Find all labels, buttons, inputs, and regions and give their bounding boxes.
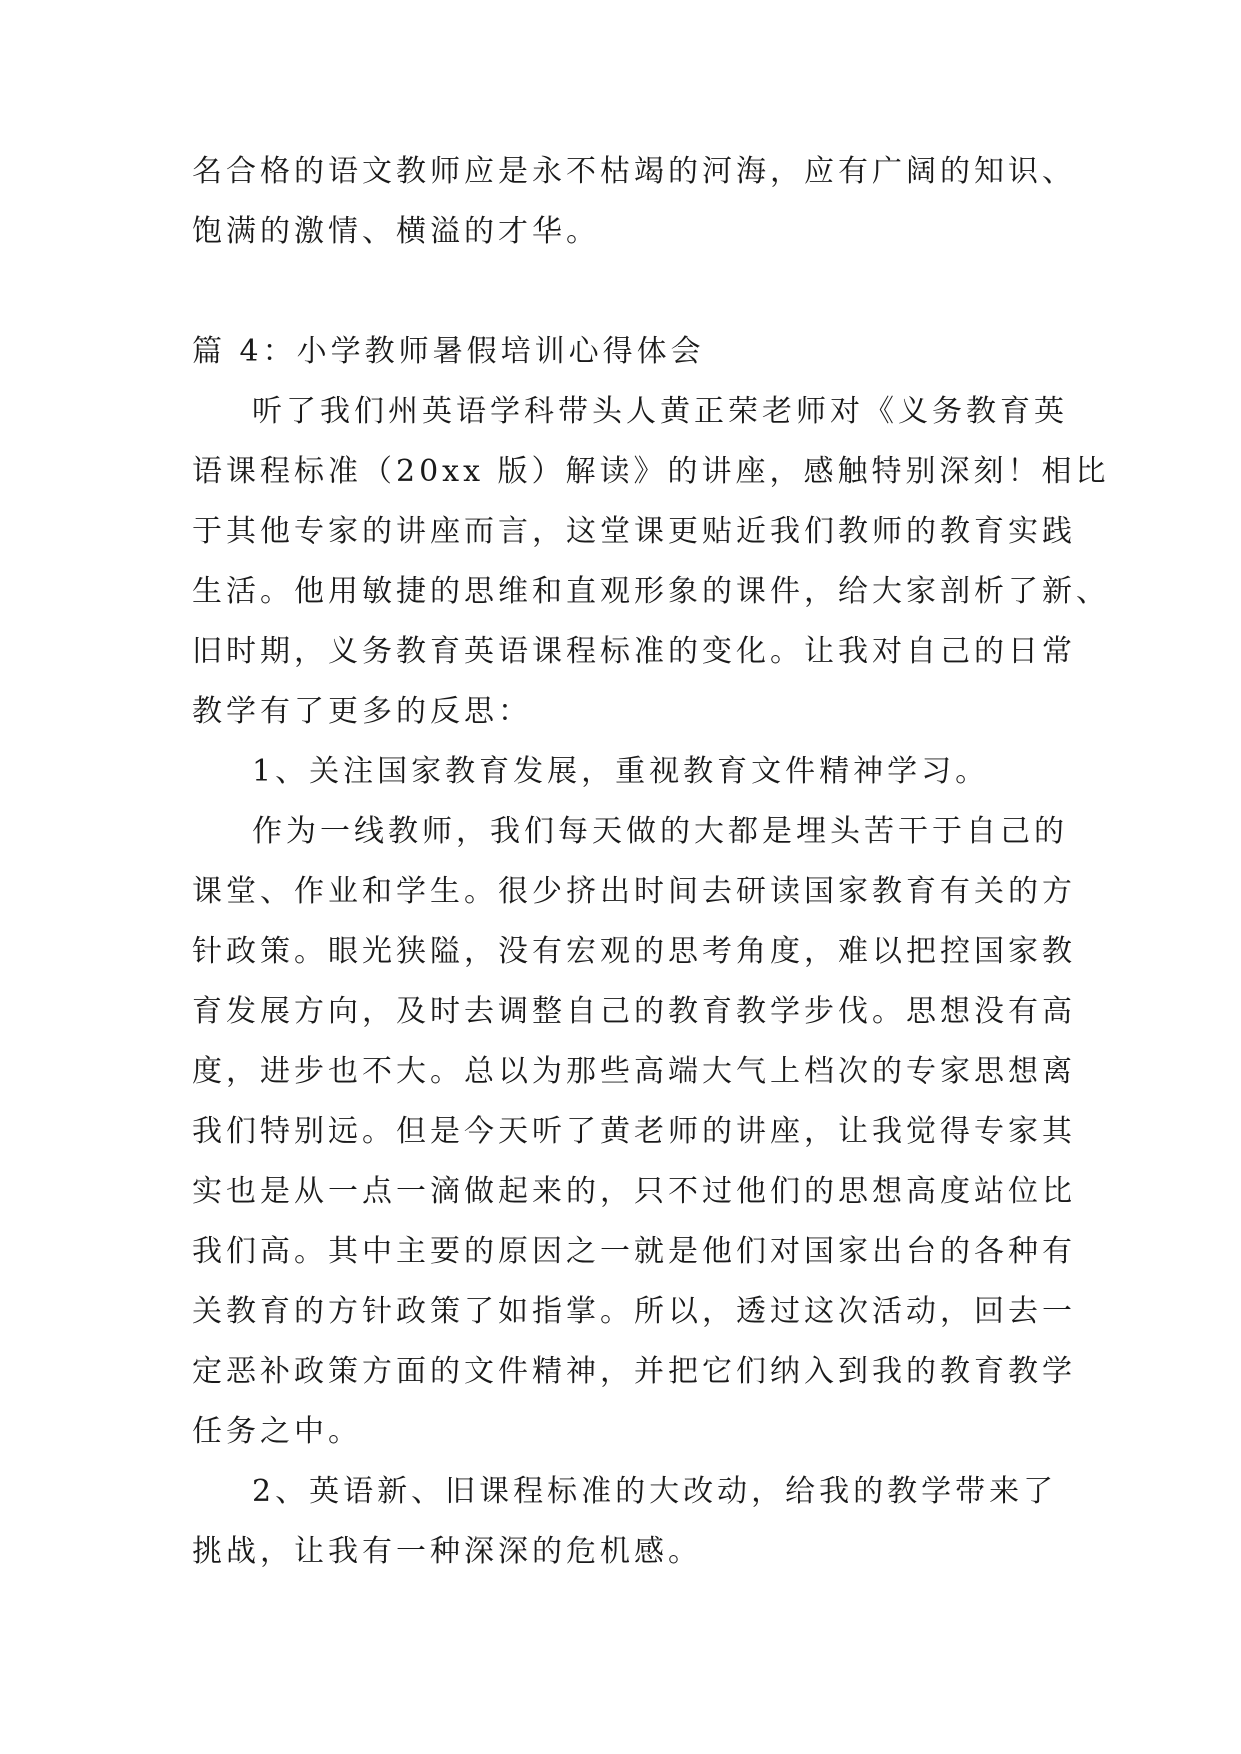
text-line: 语课程标准（20xx 版）解读》的讲座，感触特别深刻！相比 — [192, 454, 1110, 489]
section-heading: 篇 4：小学教师暑假培训心得体会 — [192, 334, 705, 369]
text-line: 定恶补政策方面的文件精神，并把它们纳入到我的教育教学 — [192, 1354, 1076, 1389]
text-line: 挑战，让我有一种深深的危机感。 — [192, 1534, 702, 1569]
text-line: 旧时期，义务教育英语课程标准的变化。让我对自己的日常 — [192, 634, 1076, 669]
text-line: 任务之中。 — [192, 1414, 362, 1449]
text-line: 饱满的激情、横溢的才华。 — [192, 214, 600, 249]
text-line: 育发展方向，及时去调整自己的教育教学步伐。思想没有高 — [192, 994, 1076, 1029]
list-item-heading: 2、英语新、旧课程标准的大改动，给我的教学带来了 — [252, 1474, 1058, 1509]
text-line: 度，进步也不大。总以为那些高端大气上档次的专家思想离 — [192, 1054, 1076, 1089]
text-line: 名合格的语文教师应是永不枯竭的河海，应有广阔的知识、 — [192, 154, 1076, 189]
list-item-heading: 1、关注国家教育发展，重视教育文件精神学习。 — [252, 754, 990, 789]
paragraph-start: 听了我们州英语学科带头人黄正荣老师对《义务教育英 — [252, 394, 1068, 429]
text-line: 生活。他用敏捷的思维和直观形象的课件，给大家剖析了新、 — [192, 574, 1110, 609]
text-line: 我们特别远。但是今天听了黄老师的讲座，让我觉得专家其 — [192, 1114, 1076, 1149]
text-line: 课堂、作业和学生。很少挤出时间去研读国家教育有关的方 — [192, 874, 1076, 909]
text-line: 关教育的方针政策了如指掌。所以，透过这次活动，回去一 — [192, 1294, 1076, 1329]
text-line: 于其他专家的讲座而言，这堂课更贴近我们教师的教育实践 — [192, 514, 1076, 549]
text-line: 针政策。眼光狭隘，没有宏观的思考角度，难以把控国家教 — [192, 934, 1076, 969]
text-line: 实也是从一点一滴做起来的，只不过他们的思想高度站位比 — [192, 1174, 1076, 1209]
text-line: 我们高。其中主要的原因之一就是他们对国家出台的各种有 — [192, 1234, 1076, 1269]
paragraph-start: 作为一线教师，我们每天做的大都是埋头苦干于自己的 — [252, 814, 1068, 849]
text-line: 教学有了更多的反思： — [192, 694, 532, 729]
